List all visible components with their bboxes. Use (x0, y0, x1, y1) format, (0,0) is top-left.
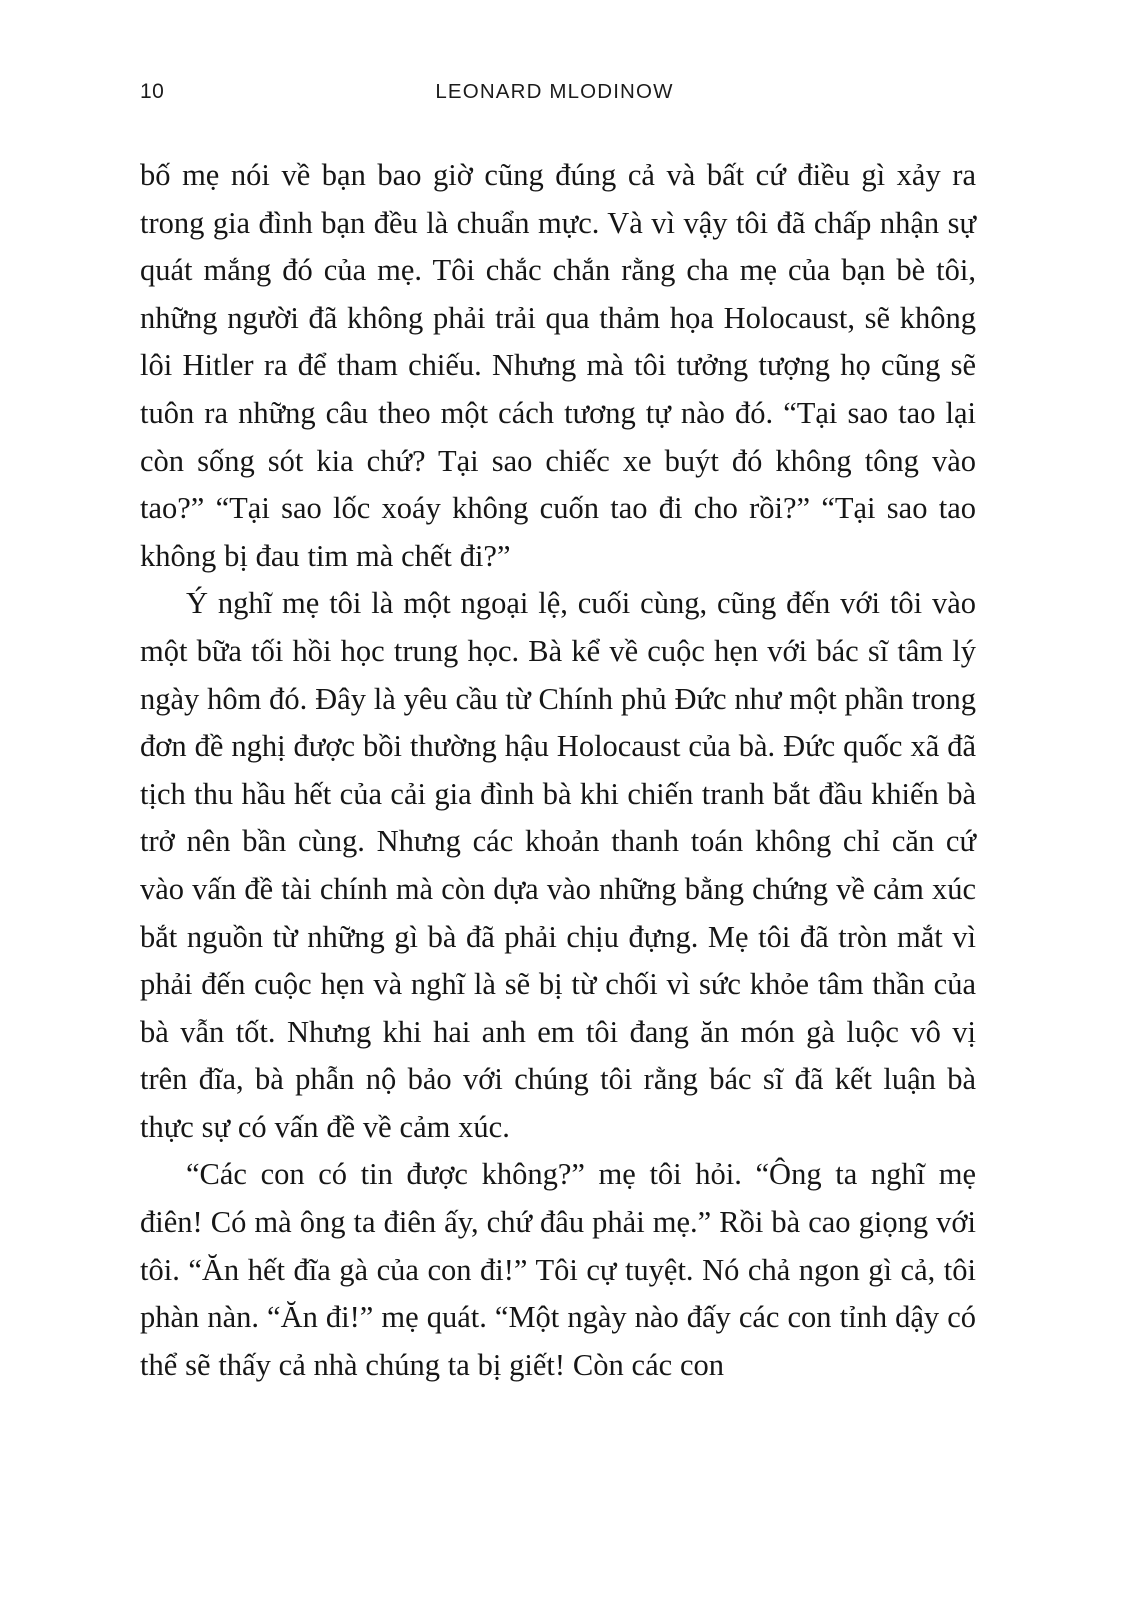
page-number: 10 (140, 80, 165, 103)
paragraph-3: “Các con có tin được không?” mẹ tôi hỏi. “Ông ta nghĩ mẹ điên! Có mà ông ta điên ấy, chứ đâu phải mẹ.” Rồi bà cao giọng với tôi. “Ăn hết đĩa gà của con đi!” Tôi cự tuyệt. Nó chả ngon gì cả, tôi phàn nàn. “Ăn đi!” mẹ quát. “Một ngày nào đấy các con tỉnh dậy có thể sẽ thấy cả nhà chúng ta bị giết! Còn các con (140, 1157, 976, 1382)
paragraph-2: Ý nghĩ mẹ tôi là một ngoại lệ, cuối cùng, cũng đến với tôi vào một bữa tối hồi học trung học. Bà kể về cuộc hẹn với bác sĩ tâm lý ngày hôm đó. Đây là yêu cầu từ Chính phủ Đức như một phần trong đơn đề nghị được bồi thường hậu Holocaust của bà. Đức quốc xã đã tịch thu hầu hết của cải gia đình bà khi chiến tranh bắt đầu khiến bà trở nên bần cùng. Nhưng các khoản thanh toán không chỉ căn cứ vào vấn đề tài chính mà còn dựa vào những bằng chứng về cảm xúc bắt nguồn từ những gì bà đã phải chịu đựng. Mẹ tôi đã tròn mắt vì phải đến cuộc hẹn và nghĩ là sẽ bị từ chối vì sức khỏe tâm thần của bà vẫn tốt. Nhưng khi hai anh em tôi đang ăn món gà luộc vô vị trên đĩa, bà phẫn nộ bảo với chúng tôi rằng bác sĩ đã kết luận bà thực sự có vấn đề về cảm xúc. (140, 586, 976, 1144)
paragraph-1: bố mẹ nói về bạn bao giờ cũng đúng cả và bất cứ điều gì xảy ra trong gia đình bạn đều là chuẩn mực. Và vì vậy tôi đã chấp nhận sự quát mắng đó của mẹ. Tôi chắc chắn rằng cha mẹ của bạn bè tôi, những người đã không phải trải qua thảm họa Holocaust, sẽ không lôi Hitler ra để tham chiếu. Nhưng mà tôi tưởng tượng họ cũng sẽ tuôn ra những câu theo một cách tương tự nào đó. “Tại sao tao lại còn sống sót kia chứ? Tại sao chiếc xe buýt đó không tông vào tao?” “Tại sao lốc xoáy không cuốn tao đi cho rồi?” “Tại sao tao không bị đau tim mà chết đi?” (140, 158, 976, 573)
running-title: LEONARD MLODINOW (435, 80, 674, 103)
running-head (140, 80, 975, 114)
body-text-block (140, 152, 976, 1389)
